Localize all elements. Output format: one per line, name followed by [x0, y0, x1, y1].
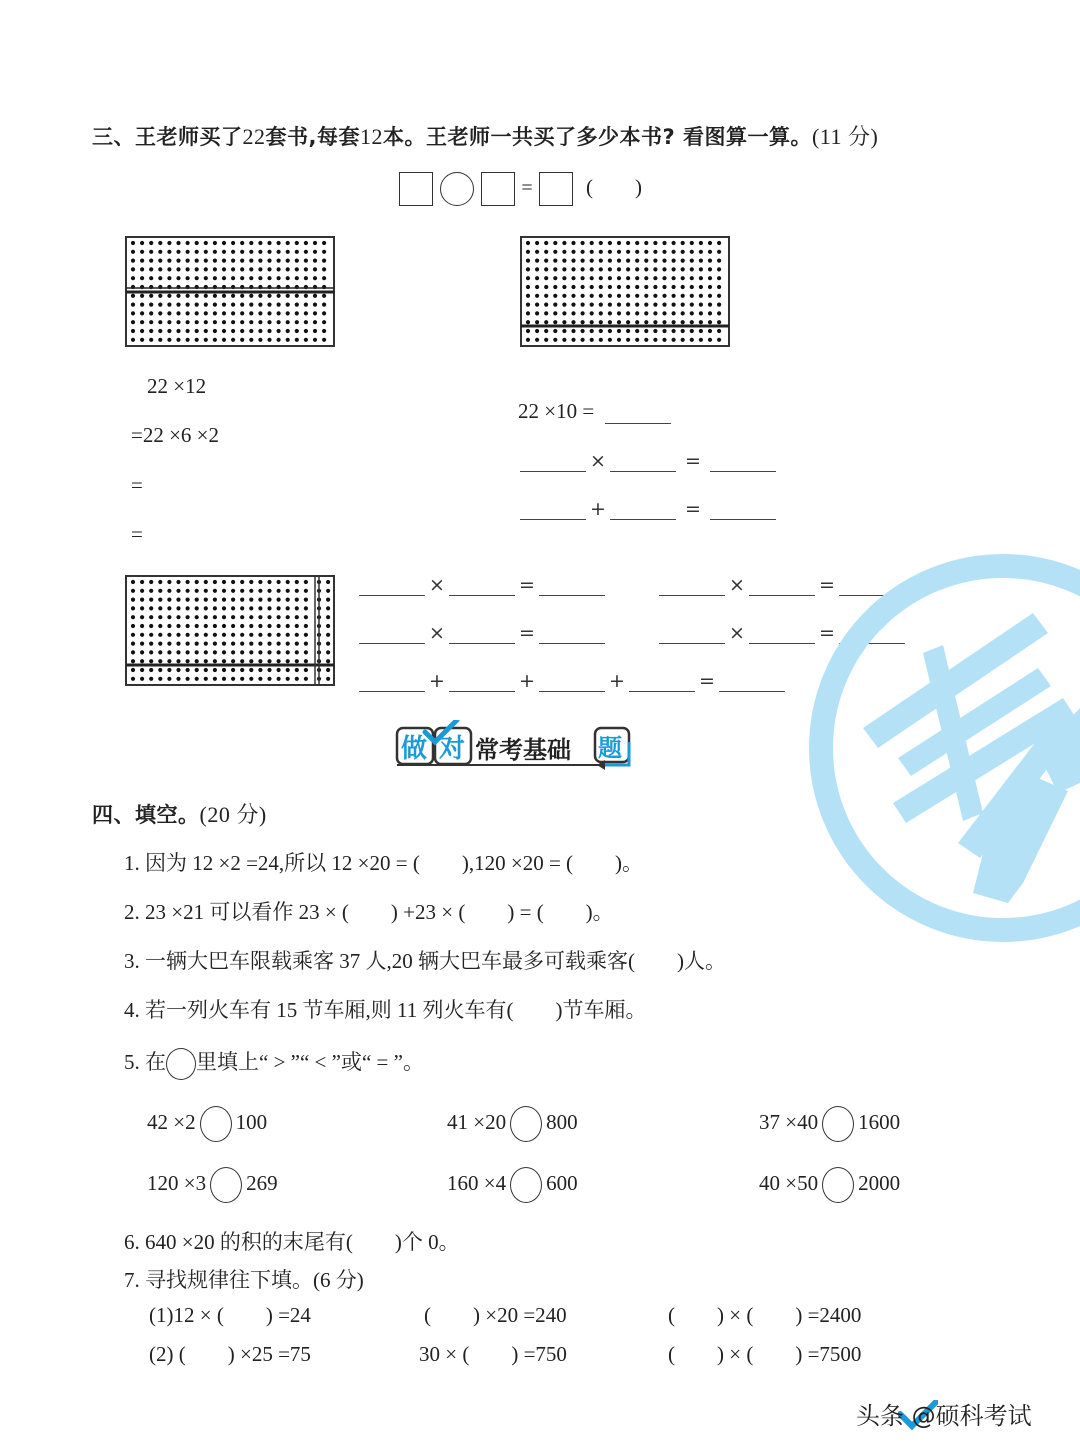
banner-text: 常考基础 [475, 736, 571, 764]
method2-line1 [518, 399, 671, 424]
pattern-cell[interactable]: ( ) × ( ) =7500 [668, 1342, 862, 1366]
question-5-prefix: 5. 在 [124, 1050, 166, 1074]
equation-template [399, 172, 642, 206]
answer-box[interactable] [539, 172, 573, 206]
equals-sign: = [521, 176, 533, 199]
compare-left: 37 ×40 [759, 1109, 819, 1134]
pattern-cell[interactable]: (1)12 × ( ) =24 [149, 1303, 311, 1327]
compare-circle[interactable] [822, 1106, 854, 1142]
equals-sign: = [519, 574, 535, 596]
method2-line3 [520, 498, 776, 520]
equals-sign: = [699, 670, 715, 692]
title-text: 套书,每套 [265, 125, 360, 149]
method3-line2a [359, 622, 605, 644]
title-text: 四、填空。 [92, 803, 200, 827]
answer-blank[interactable] [359, 671, 425, 692]
answer-blank[interactable] [449, 671, 515, 692]
answer-blank[interactable] [539, 671, 605, 692]
compare-item [759, 1167, 900, 1203]
pattern-cell[interactable]: 30 × ( ) =750 [419, 1342, 567, 1366]
dot-grid-3 [125, 575, 335, 686]
question-7: 7. 寻找规律往下填。(6 分) [124, 1268, 364, 1292]
answer-blank[interactable] [539, 623, 605, 644]
equals-sign: = [685, 450, 701, 472]
answer-blank[interactable] [610, 451, 676, 472]
answer-blank[interactable] [605, 403, 671, 424]
plus-sign: + [429, 670, 445, 692]
footer-watermark [856, 1396, 1032, 1431]
times-sign: × [429, 574, 445, 596]
answer-blank[interactable] [749, 575, 815, 596]
method2-expression: 22 ×10 = [518, 399, 595, 423]
unit-blank[interactable]: ( ) [586, 174, 642, 199]
pattern-cell[interactable]: (2) ( ) ×25 =75 [149, 1342, 311, 1366]
compare-right: 600 [546, 1170, 578, 1195]
times-sign: × [729, 574, 745, 596]
answer-blank[interactable] [710, 499, 776, 520]
question-5-suffix: 里填上“ > ”“ < ”或“ = ”。 [196, 1050, 424, 1074]
plus-sign: + [519, 670, 535, 692]
times-sign: × [729, 622, 745, 644]
compare-circle[interactable] [510, 1106, 542, 1142]
banner-char: 题 [598, 734, 622, 762]
question-4: 4. 若一列火车有 15 节车厢,则 11 列火车有( )节车厢。 [124, 998, 647, 1022]
answer-blank[interactable] [719, 671, 785, 692]
method3-line1a [359, 574, 605, 596]
answer-blank[interactable] [629, 671, 695, 692]
compare-circle[interactable] [210, 1167, 242, 1203]
compare-left: 120 ×3 [147, 1170, 207, 1195]
times-sign: × [590, 450, 606, 472]
score-label: (20 分) [199, 802, 267, 827]
compare-item [447, 1167, 578, 1203]
method3-line3 [359, 670, 785, 692]
dot-grid-1 [125, 236, 335, 347]
answer-box[interactable] [481, 172, 515, 206]
title-text: 三、王老师买了 [92, 125, 243, 149]
answer-blank[interactable] [610, 499, 676, 520]
equals-sign: = [685, 498, 701, 520]
compare-right: 100 [235, 1109, 268, 1134]
answer-blank[interactable] [659, 575, 725, 596]
compare-left: 40 ×50 [759, 1170, 819, 1195]
dot-grid-2 [520, 236, 730, 347]
answer-blank[interactable] [449, 575, 515, 596]
compare-item [447, 1106, 578, 1142]
compare-item [759, 1106, 900, 1142]
compare-right: 2000 [858, 1170, 901, 1195]
question-3: 3. 一辆大巴车限载乘客 37 人,20 辆大巴车最多可载乘客( )人。 [124, 949, 726, 973]
answer-blank[interactable] [710, 451, 776, 472]
compare-circle[interactable] [200, 1106, 232, 1142]
operator-circle[interactable] [440, 172, 474, 206]
watermark-logo-icon [808, 553, 1080, 953]
answer-blank[interactable] [359, 575, 425, 596]
section4-title [92, 798, 267, 829]
compare-circle[interactable] [822, 1167, 854, 1203]
section3-title [92, 120, 878, 151]
answer-blank[interactable] [659, 623, 725, 644]
plus-sign: + [609, 670, 625, 692]
compare-right: 1600 [858, 1109, 901, 1134]
question-5 [124, 1046, 424, 1080]
question-1: 1. 因为 12 ×2 =24,所以 12 ×20 = ( ),120 ×20 = ( )。 [124, 851, 644, 875]
method1-line3[interactable]: = [131, 473, 143, 497]
answer-blank[interactable] [749, 623, 815, 644]
title-text: 本。王老师一共买了多少本书? 看图算一算。 [382, 125, 812, 149]
score-label: (11 分) [811, 124, 879, 149]
title-number: 22 [242, 124, 266, 149]
footer-watermark-text: 头条 @硕科考试 [856, 1402, 1032, 1430]
equals-sign: = [819, 574, 835, 596]
answer-blank[interactable] [520, 499, 586, 520]
method1-line2: =22 ×6 ×2 [131, 423, 220, 447]
answer-box[interactable] [399, 172, 433, 206]
banner-char: 对 [439, 734, 466, 764]
method1-line1: 22 ×12 [147, 374, 207, 398]
pattern-cell[interactable]: ( ) ×20 =240 [424, 1303, 567, 1327]
equals-sign: = [819, 622, 835, 644]
compare-right: 800 [546, 1109, 578, 1134]
times-sign: × [429, 622, 445, 644]
compare-item [147, 1167, 278, 1203]
method1-line4[interactable]: = [131, 522, 143, 546]
answer-blank[interactable] [520, 451, 586, 472]
answer-blank[interactable] [539, 575, 605, 596]
example-circle-icon [166, 1048, 196, 1080]
compare-left: 160 ×4 [447, 1170, 507, 1195]
compare-left: 42 ×2 [147, 1109, 196, 1134]
equals-sign: = [519, 622, 535, 644]
compare-item [147, 1106, 267, 1142]
compare-left: 41 ×20 [447, 1109, 507, 1134]
question-2: 2. 23 ×21 可以看作 23 × ( ) +23 × ( ) = ( )。 [124, 900, 614, 924]
method2-line2 [520, 450, 776, 472]
title-number: 12 [359, 124, 383, 149]
answer-blank[interactable] [359, 623, 425, 644]
answer-blank[interactable] [449, 623, 515, 644]
pattern-cell[interactable]: ( ) × ( ) =2400 [668, 1303, 862, 1327]
banner-char: 做 [401, 734, 428, 764]
compare-circle[interactable] [510, 1167, 542, 1203]
plus-sign: + [590, 498, 606, 520]
question-6: 6. 640 ×20 的积的末尾有( )个 0。 [124, 1230, 460, 1254]
compare-right: 269 [246, 1170, 278, 1195]
